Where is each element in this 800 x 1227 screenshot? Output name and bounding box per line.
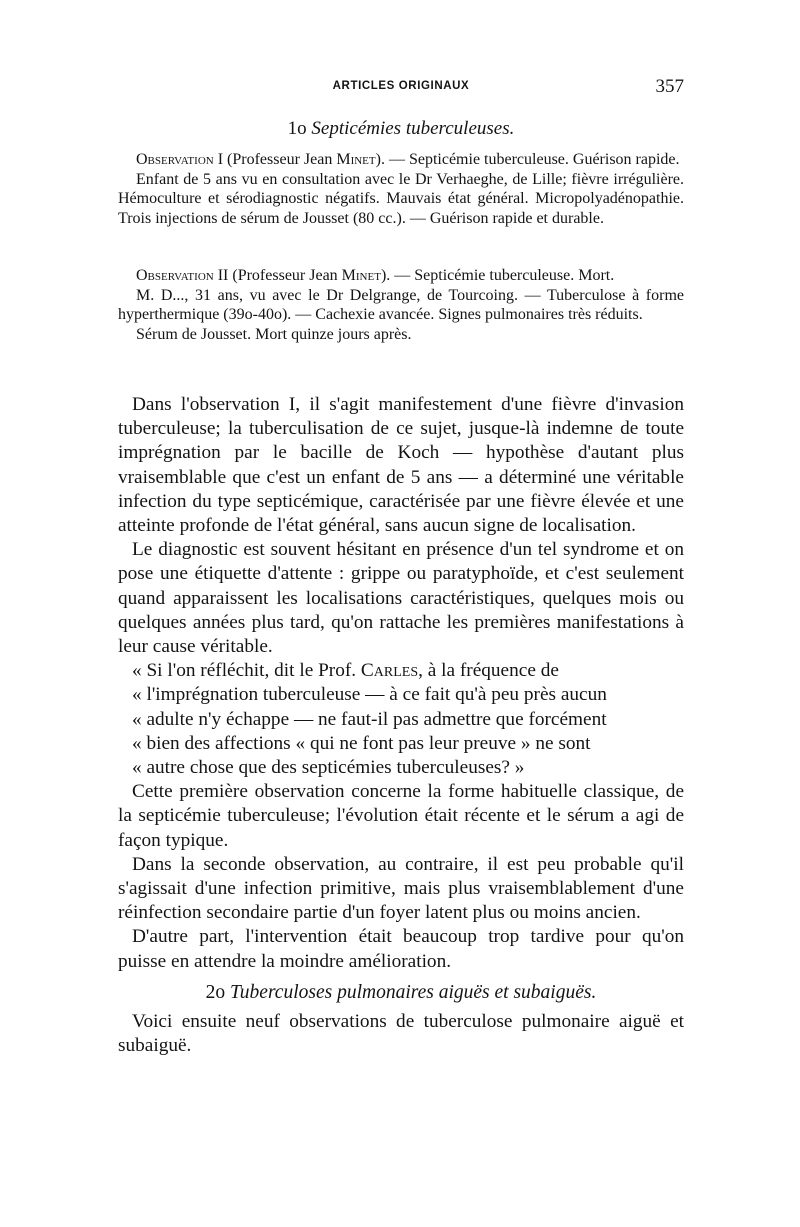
- obs2-heading: [118, 266, 684, 286]
- observation-1: [118, 150, 684, 228]
- commentary: [118, 393, 684, 1058]
- page-header: [118, 78, 684, 102]
- obs1-head-rest: I (Professeur Jean: [213, 151, 337, 168]
- quote-line-1b: , à la fréquence de: [418, 660, 559, 682]
- paragraph-5: Dans la seconde observation, au contraire, il est peu probable qu'il s'agissait d'une infection primitive, mais plus vraisemblablement d'une réinfection secondaire partie d'un foyer latent plus ou moins ancien.: [118, 853, 684, 924]
- obs2-head-rest: II (Professeur Jean: [213, 267, 342, 284]
- quotation: [118, 659, 684, 780]
- section1-title: Septicémies tuberculeuses.: [311, 118, 515, 139]
- section2-heading: [118, 982, 684, 1004]
- obs1-head-end: ). — Septicémie tuberculeuse. Guérison rapide.: [375, 151, 680, 168]
- obs1-label: Observation: [136, 151, 214, 168]
- running-head: ARTICLES ORIGINAUX: [332, 80, 470, 92]
- section1-heading: [118, 118, 684, 140]
- obs2-name: Minet: [341, 267, 381, 284]
- observation-2: [118, 266, 684, 344]
- obs1-heading: [118, 150, 684, 170]
- obs2-head-end: ). — Septicémie tuberculeuse. Mort.: [380, 267, 615, 284]
- section2-number: 2o: [205, 981, 226, 1003]
- quote-line-1: [132, 659, 684, 683]
- section2-title: Tuberculoses pulmonaires aiguës et subaiguës.: [230, 981, 597, 1003]
- quote-line-1a: « Si l'on réfléchit, dit le Prof.: [132, 660, 361, 682]
- quote-line-3: « adulte n'y échappe — ne faut-il pas admettre que forcément: [132, 708, 607, 730]
- page-number: 357: [655, 76, 684, 97]
- section1-number: 1o: [287, 118, 307, 139]
- quote-author: Carles: [360, 660, 419, 682]
- obs2-body-1: M. D..., 31 ans, vu avec le Dr Delgrange, de Tourcoing. — Tuberculose à forme hyperthermique (39o-40o). — Cachexie avancée. Signes pulmonaires très réduits.: [118, 286, 684, 324]
- quote-line-4: « bien des affections « qui ne font pas leur preuve » ne sont: [132, 732, 591, 754]
- closing-paragraph: Voici ensuite neuf observations de tuberculose pulmonaire aiguë et subaiguë.: [118, 1010, 684, 1057]
- obs2-body-2: Sérum de Jousset. Mort quinze jours après.: [136, 325, 412, 343]
- paragraph-4: Cette première observation concerne la forme habituelle classique, de la septicémie tuberculeuse; l'évolution était récente et le sérum a agi de façon typique.: [118, 781, 684, 851]
- paragraph-2: Le diagnostic est souvent hésitant en présence d'un tel syndrome et on pose une étiquette d'attente : grippe ou paratyphoïde, et c'est seulement quand apparaissent les localisations caractéristiques, quelques mois ou quelques années plus tard, qu'on rattache les premières manifestations à leur cause véritable.: [118, 539, 684, 658]
- obs1-body: Enfant de 5 ans vu en consultation avec le Dr Verhaeghe, de Lille; fièvre irrégulière. Hémoculture et sérodiagnostic négatifs. Mauvais état général. Micropolyadénopathie. Trois injections de sérum de Jousset (80 cc.). — Guérison rapide et durable.: [118, 170, 684, 227]
- obs2-label: Observation: [136, 267, 214, 284]
- section1-block: [118, 118, 684, 140]
- quote-line-2: « l'imprégnation tuberculeuse — à ce fait qu'à peu près aucun: [132, 684, 607, 706]
- quote-line-5: « autre chose que des septicémies tuberculeuses? »: [132, 757, 525, 779]
- paragraph-6: D'autre part, l'intervention était beaucoup trop tardive pour qu'on puisse en attendre la moindre amélioration.: [118, 926, 684, 972]
- obs1-name: Minet: [336, 151, 376, 168]
- paragraph-1: Dans l'observation I, il s'agit manifestement d'une fièvre d'invasion tuberculeuse; la tuberculisation de ce sujet, jusque-là indemne de toute imprégnation par le bacille de Koch — hypothèse d'autant plus vraisemblable que c'est un enfant de 5 ans — a déterminé une véritable infection du type septicémique, caractérisée par une fièvre élevée et une atteinte profonde de l'état général, sans aucun signe de localisation.: [118, 394, 684, 537]
